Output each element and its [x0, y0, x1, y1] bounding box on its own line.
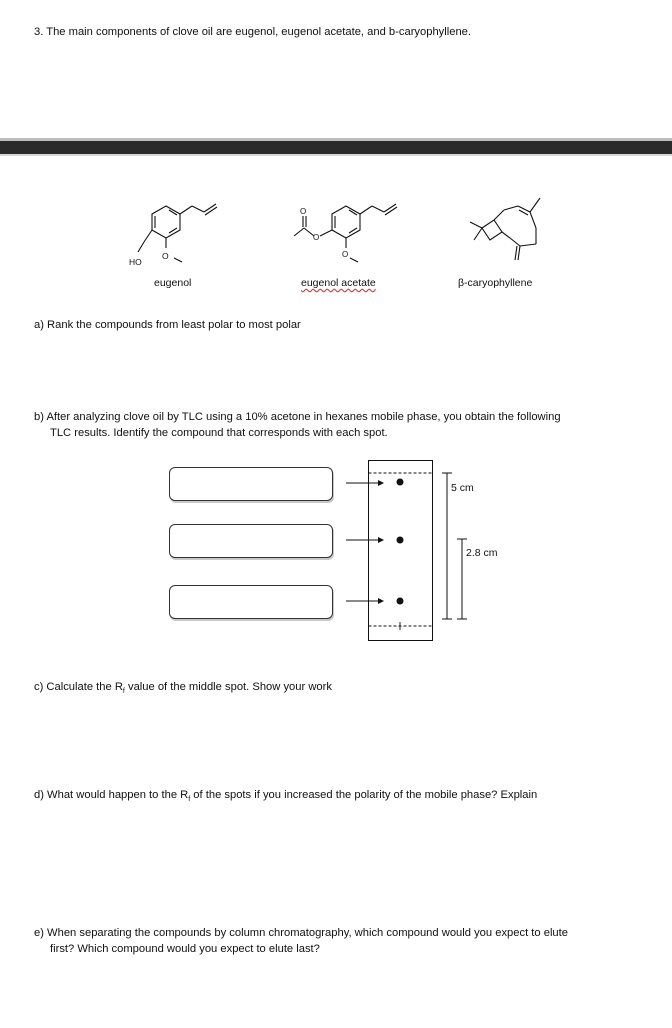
question-b-line2: TLC results. Identify the compound that corresponds with each spot. [50, 427, 388, 439]
answer-box-top-spot[interactable] [169, 467, 333, 501]
question-e-line2: first? Which compound would you expect to elute last? [50, 943, 320, 955]
tlc-spot-bottom [397, 598, 404, 605]
caryophyllene-structure [460, 188, 560, 278]
question-c: c) Calculate the $R_f$ value of the middle spot. Show your work [34, 681, 332, 696]
divider-band [0, 141, 672, 154]
tlc-spot-middle [397, 537, 404, 544]
label-2-8cm: 2.8 cm [466, 547, 498, 559]
caryophyllene-label: β-caryophyllene [458, 277, 533, 289]
tlc-spot-top [397, 479, 404, 486]
svg-text:O: O [300, 207, 307, 216]
eugenol-acetate-label: eugenol acetate [301, 277, 376, 289]
o-atom-label: O [162, 251, 169, 261]
eugenol-acetate-structure [280, 190, 420, 280]
question-e-line1: e) When separating the compounds by column chromatography, which compound would you expect to elute [34, 927, 568, 939]
tlc-plate [368, 460, 438, 642]
answer-box-bottom-spot[interactable] [169, 585, 333, 619]
question-a: a) Rank the compounds from least polar to most polar [34, 319, 301, 331]
svg-text:O: O [313, 233, 320, 242]
label-5cm: 5 cm [451, 482, 474, 494]
answer-box-middle-spot[interactable] [169, 524, 333, 558]
divider-bottom [0, 154, 672, 156]
svg-text:O: O [342, 250, 349, 259]
ho-atom-label: HO [129, 257, 142, 267]
question-d: d) What would happen to the $R_f$ of the spots if you increased the polarity of the mobile phase? Explain [34, 789, 538, 804]
question-3-intro: 3. The main components of clove oil are eugenol, eugenol acetate, and b-caryophyllene. [34, 26, 472, 38]
eugenol-label: eugenol [154, 277, 192, 289]
question-b-line1: b) After analyzing clove oil by TLC using a 10% acetone in hexanes mobile phase, you obtain the following [34, 411, 561, 423]
